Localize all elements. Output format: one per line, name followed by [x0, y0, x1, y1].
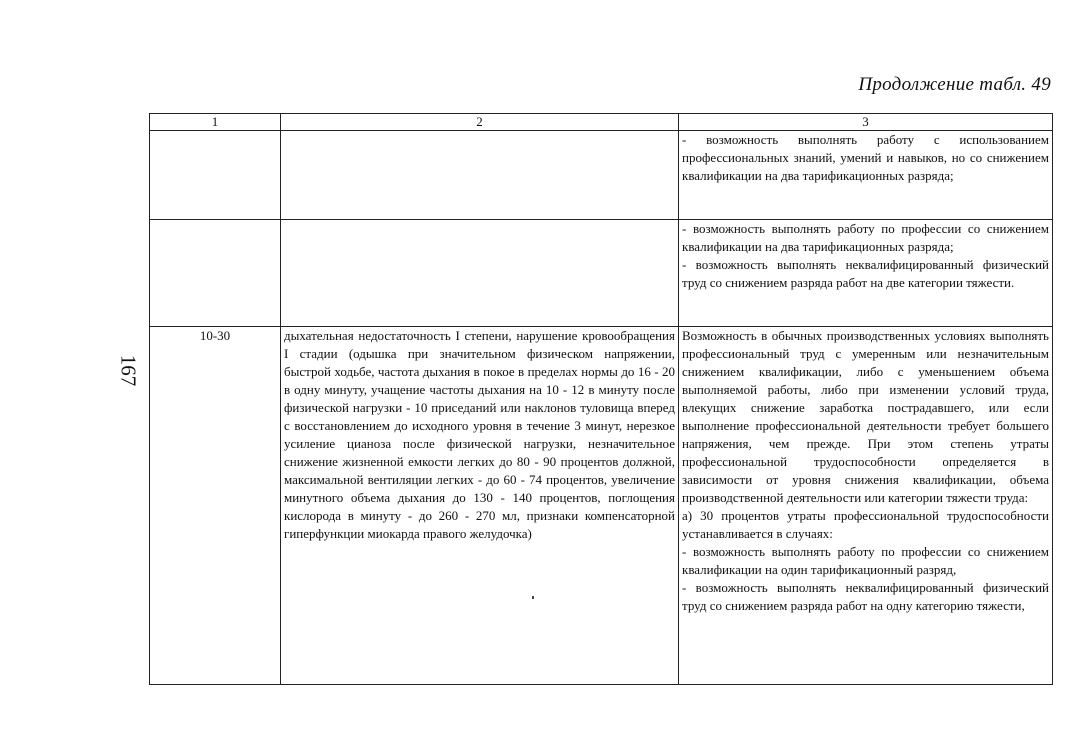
row2-col3 [679, 220, 1053, 327]
row2-col1 [150, 220, 281, 327]
row1-col2 [281, 131, 679, 220]
table-row [150, 327, 1053, 685]
row3-col3-para-1: Возможность в обычных производственных условиях выполнять профессиональный труд с умеренным или незначительным снижением квалификации, либо с уменьшением объема выполняемой работы, либо при изменении условий труда, влекущих снижение заработка пострадавшего, или если выполнение профессиональной деятельности требует большего напряжения, чем прежде. При этом степень утраты профессиональной трудоспособности определяется в зависимости от уровня снижения квалификации, объема производственной деятельности или категории тяжести труда: [682, 328, 1049, 505]
table-caption: Продолжение табл. 49 [858, 74, 1051, 95]
row3-col3-para-4: - возможность выполнять неквалифицированный физический труд со снижением разряда работ на одну категорию тяжести, [682, 580, 1049, 613]
page-number: 167 [116, 354, 141, 387]
header-cell-2: 2 [281, 114, 679, 131]
scan-speck [532, 596, 534, 599]
table-row [150, 220, 1053, 327]
data-table [149, 113, 1053, 685]
row2-col2 [281, 220, 679, 327]
row3-col1: 10-30 [150, 327, 281, 685]
row3-col3-para-2: а) 30 процентов утраты профессиональной трудоспособности устанавливается в случаях: [682, 508, 1049, 541]
table-row [150, 131, 1053, 220]
row2-col3-para-1: - возможность выполнять работу по профессии со снижением квалификации на два тарификационных разряда; [682, 221, 1049, 254]
row3-col2: дыхательная недостаточность I степени, нарушение кровообращения I стадии (одышка при значительном физическом напряжении, быстрой ходьбе, частота дыхания в покое в пределах нормы до 16 - 20 в одну минуту, учащение частоты дыхания на 10 - 12 в минуту после физической нагрузки - 10 приседаний или наклонов туловища вперед с восстановлением до исходного уровня в течение 3 минут, нерезкое усиление цианоза после физической нагрузки, незначительное снижение жизненной емкости легких до 80 - 90 процентов должной, максимальной вентиляции легких - до 60 - 74 процентов, увеличение минутного объема дыхания до 130 - 140 процентов, поглощения кислорода в минуту - до 260 - 270 мл, признаки компенсаторной гиперфункции миокарда правого желудочка) [281, 327, 679, 685]
row1-col1 [150, 131, 281, 220]
header-cell-3: 3 [679, 114, 1053, 131]
row1-col3: - возможность выполнять работу с использованием профессиональных знаний, умений и навыков, но со снижением квалификации на два тарификационных разряда; [679, 131, 1053, 220]
table-header-row [150, 114, 1053, 131]
row3-col3 [679, 327, 1053, 685]
header-cell-1: 1 [150, 114, 281, 131]
row2-col3-para-2: - возможность выполнять неквалифицированный физический труд со снижением разряда работ на две категории тяжести. [682, 257, 1049, 290]
row3-col3-para-3: - возможность выполнять работу по профессии со снижением квалификации на один тарификационный разряд, [682, 544, 1049, 577]
